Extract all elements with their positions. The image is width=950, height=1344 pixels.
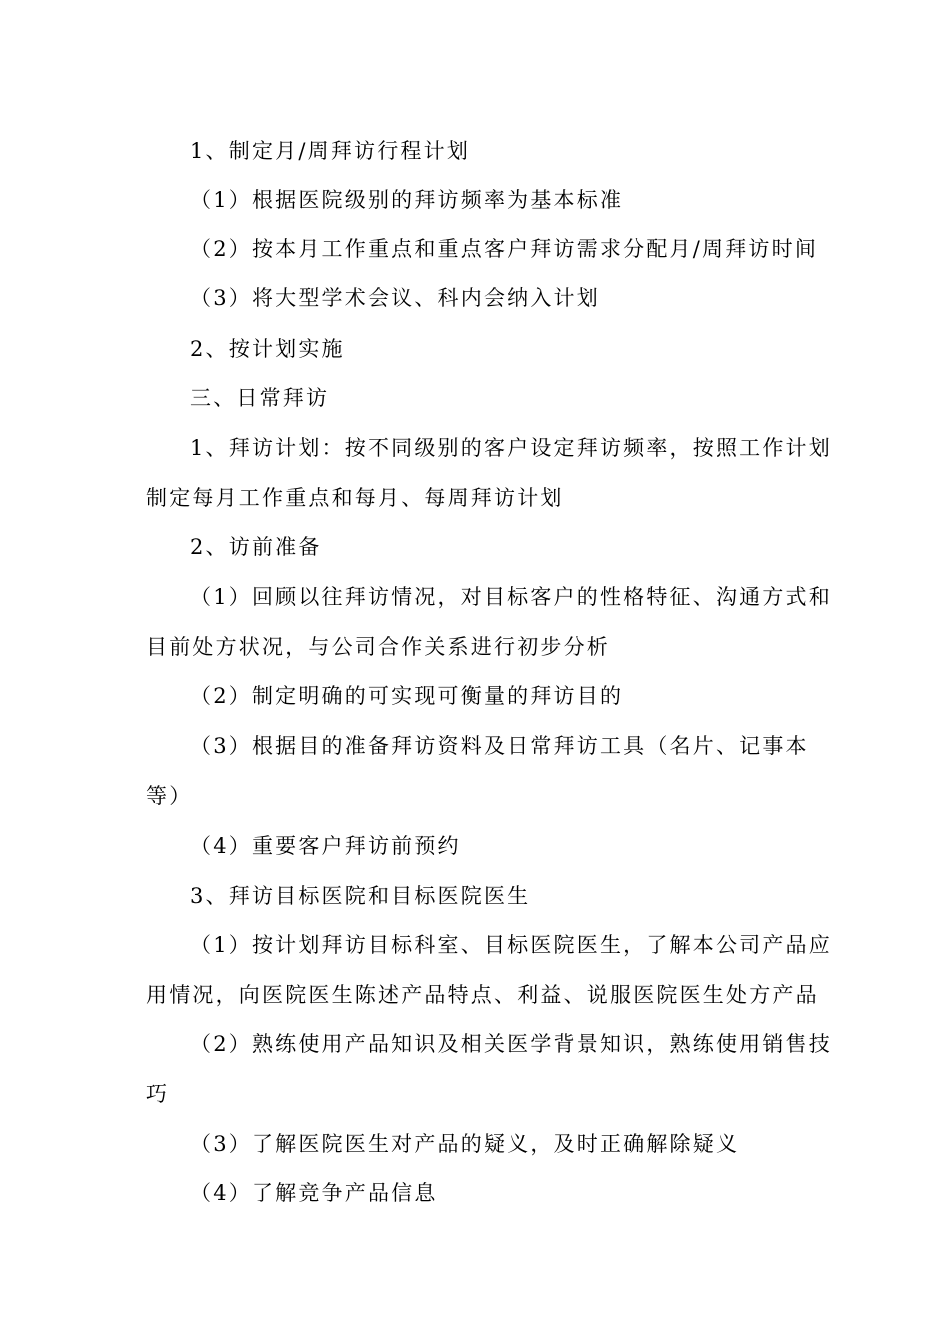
heading-pre-visit: 2、访前准备 — [190, 535, 322, 559]
paragraph-line: （4）了解竞争产品信息 — [190, 1181, 438, 1205]
paragraph-line: （3）了解医院医生对产品的疑义，及时正确解除疑义 — [190, 1132, 740, 1156]
paragraph-line-continued: 用情况，向医院医生陈述产品特点、利益、说服医院医生处方产品 — [146, 983, 819, 1007]
paragraph-line: 1、拜访计划：按不同级别的客户设定拜访频率，按照工作计划 — [190, 436, 832, 460]
heading-implement: 2、按计划实施 — [190, 337, 345, 361]
section-heading-daily-visit: 三、日常拜访 — [190, 386, 330, 410]
paragraph-line-continued: 目前处方状况，与公司合作关系进行初步分析 — [146, 635, 610, 659]
paragraph-line: （1）回顾以往拜访情况，对目标客户的性格特征、沟通方式和 — [190, 585, 832, 609]
heading-visit-plan: 1、制定月/周拜访行程计划 — [190, 139, 471, 163]
paragraph-line: （4）重要客户拜访前预约 — [190, 834, 461, 858]
paragraph-line-continued: 等） — [146, 784, 193, 808]
paragraph-line: （1）根据医院级别的拜访频率为基本标准 — [190, 188, 624, 212]
paragraph-line-continued: 巧 — [146, 1082, 170, 1106]
paragraph-line: （2）熟练使用产品知识及相关医学背景知识，熟练使用销售技 — [190, 1032, 832, 1056]
heading-visit-target: 3、拜访目标医院和目标医院医生 — [190, 884, 531, 908]
paragraph-line: （2）按本月工作重点和重点客户拜访需求分配月/周拜访时间 — [190, 237, 819, 261]
paragraph-line: （1）按计划拜访目标科室、目标医院医生，了解本公司产品应 — [190, 933, 832, 957]
paragraph-line-continued: 制定每月工作重点和每月、每周拜访计划 — [146, 486, 564, 510]
paragraph-line: （2）制定明确的可实现可衡量的拜访目的 — [190, 684, 624, 708]
paragraph-line: （3）根据目的准备拜访资料及日常拜访工具（名片、记事本 — [190, 734, 809, 758]
paragraph-line: （3）将大型学术会议、科内会纳入计划 — [190, 286, 600, 310]
